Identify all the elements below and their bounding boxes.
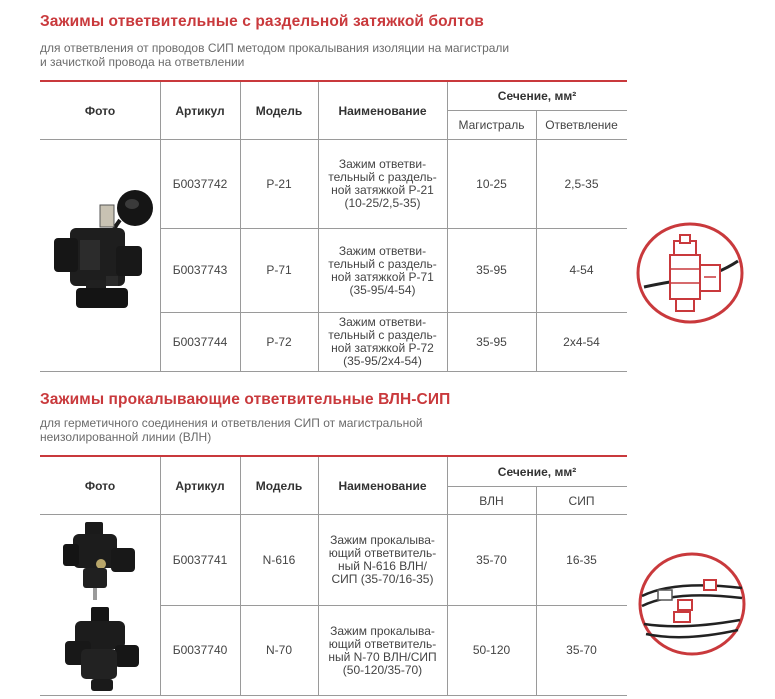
header-model: Модель bbox=[255, 478, 303, 493]
cell-article: Б0037744 bbox=[172, 334, 228, 349]
header-name: Наименование bbox=[338, 103, 427, 118]
name-line: ющий ответвитель- bbox=[328, 636, 437, 651]
cell-name bbox=[318, 606, 447, 695]
cell-model: N-70 bbox=[265, 643, 292, 657]
section1-subtitle bbox=[40, 41, 509, 69]
cell-vln: 50-120 bbox=[472, 643, 511, 657]
name-line: тельный с раздель- bbox=[328, 256, 437, 271]
clamp-diagram-circle bbox=[632, 221, 748, 326]
cell-article: Б0037740 bbox=[172, 643, 228, 657]
name-line: ный N-616 ВЛН/ bbox=[337, 559, 428, 573]
name-line: (10-25/2,5-35) bbox=[344, 196, 421, 210]
name-line: (50-120/35-70) bbox=[342, 662, 423, 677]
cell-article: Б0037741 bbox=[172, 552, 228, 567]
clamp-photo bbox=[55, 605, 150, 695]
header-name: Наименование bbox=[338, 478, 427, 493]
cell-article: Б0037743 bbox=[172, 263, 228, 277]
table-bottom-rule bbox=[40, 371, 627, 372]
name-line: ющий ответвитель- bbox=[328, 546, 437, 560]
header-sub-vln: ВЛН bbox=[479, 493, 504, 508]
clamp-photo bbox=[40, 180, 160, 330]
header-photo: Фото bbox=[84, 103, 116, 118]
cell-article: Б0037742 bbox=[172, 176, 228, 191]
cell-vln: 35-70 bbox=[476, 552, 507, 567]
name-line: СИП (35-70/16-35) bbox=[331, 572, 434, 586]
name-line: ной затяжкой P-21 bbox=[331, 183, 434, 197]
cell-main: 10-25 bbox=[476, 176, 507, 191]
section2-title: Зажимы прокалывающие ответвительные ВЛН-СИП bbox=[40, 391, 451, 408]
name-line: ной затяжкой P-72 bbox=[331, 341, 434, 355]
section1-subtitle-line: и зачисткой провода на ответвлении bbox=[40, 55, 245, 69]
cell-main: 35-95 bbox=[476, 334, 507, 349]
header-section: Сечение, мм² bbox=[497, 89, 577, 103]
header-sub-branch: Ответвление bbox=[545, 118, 618, 132]
cell-sip: 35-70 bbox=[566, 643, 597, 657]
header-photo: Фото bbox=[84, 478, 116, 493]
name-line: ный N-70 ВЛН/СИП bbox=[328, 649, 437, 664]
name-line: Зажим ответви- bbox=[338, 315, 427, 329]
header-section: Сечение, мм² bbox=[497, 464, 577, 479]
clamp-diagram-circle bbox=[634, 550, 750, 658]
clamp-photo bbox=[55, 518, 150, 603]
name-line: Зажим ответви- bbox=[338, 243, 427, 258]
cell-main: 35-95 bbox=[476, 263, 507, 277]
cell-name bbox=[318, 313, 447, 371]
cell-name bbox=[318, 515, 447, 605]
cell-model: N-616 bbox=[262, 552, 296, 567]
cell-model: P-21 bbox=[266, 176, 292, 191]
name-line: (35-95/2х4-54) bbox=[343, 354, 422, 368]
header-sub-main: Магистраль bbox=[458, 118, 525, 132]
cell-name bbox=[318, 140, 447, 228]
cell-branch: 2,5-35 bbox=[564, 176, 599, 191]
cell-model: P-71 bbox=[266, 263, 292, 277]
name-line: (35-95/4-54) bbox=[349, 282, 416, 297]
header-sub-sip: СИП bbox=[568, 493, 595, 508]
name-line: ной затяжкой P-71 bbox=[331, 269, 434, 284]
cell-model: P-72 bbox=[266, 334, 292, 349]
section2-subtitle bbox=[40, 416, 423, 444]
name-line: Зажим прокалыва- bbox=[330, 623, 435, 638]
section1-subtitle-line: для ответвления от проводов СИП методом прокалывания изоляции на магистрали bbox=[40, 41, 510, 55]
name-line: тельный с раздель- bbox=[328, 170, 437, 184]
table-bottom-rule bbox=[40, 695, 627, 696]
cell-branch: 2х4-54 bbox=[563, 334, 600, 349]
header-article: Артикул bbox=[175, 103, 225, 118]
section2-subtitle-line: неизолированной линии (ВЛН) bbox=[40, 430, 212, 444]
cell-branch: 4-54 bbox=[569, 263, 594, 277]
section2-subtitle-line: для герметичного соединения и ответвления СИП от магистральной bbox=[40, 416, 423, 430]
name-line: Зажим ответви- bbox=[338, 157, 427, 171]
header-article: Артикул bbox=[175, 478, 225, 493]
header-model: Модель bbox=[255, 103, 303, 118]
cell-sip: 16-35 bbox=[566, 552, 597, 567]
section1-title: Зажимы ответвительные с раздельной затяжкой болтов bbox=[40, 13, 484, 30]
name-line: тельный с раздель- bbox=[328, 328, 437, 342]
name-line: Зажим прокалыва- bbox=[330, 533, 435, 547]
cell-name bbox=[318, 229, 447, 312]
